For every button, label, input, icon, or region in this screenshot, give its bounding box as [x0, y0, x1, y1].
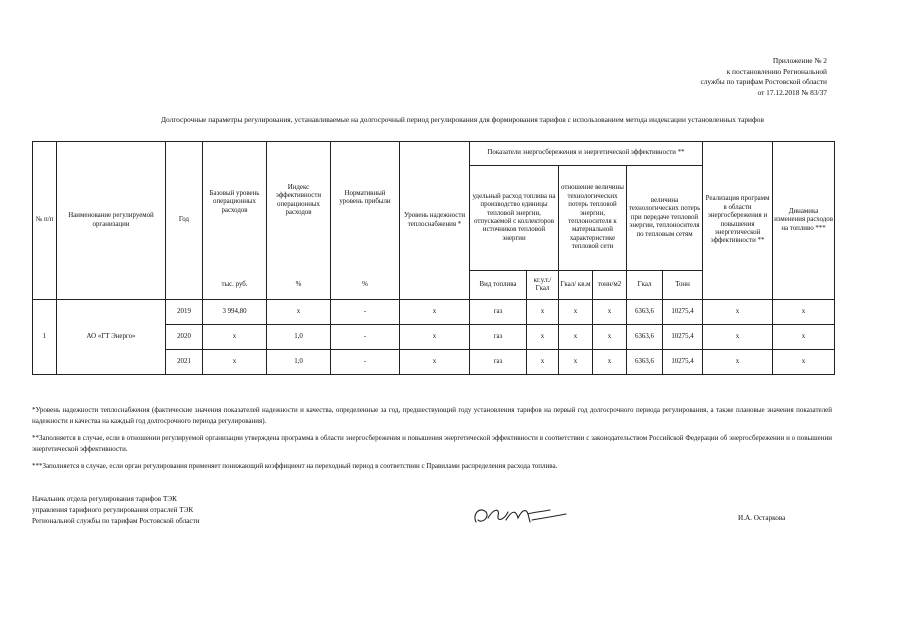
cell-reliability: x — [400, 350, 470, 375]
cell-loss-gcal: x — [559, 325, 593, 350]
cell-fuel: газ — [470, 350, 527, 375]
unit-fuel-type: Вид топлива — [470, 271, 527, 300]
row-number: 1 — [33, 300, 57, 375]
unit-gcal: Гкал — [627, 271, 663, 300]
signer-line-2: управления тарифного регулирования отраслей ТЭК — [32, 506, 194, 514]
unit-fuel-rate: кг.у.т./ Гкал — [527, 271, 559, 300]
signer-line-3: Региональной службы по тарифам Ростовской области — [32, 517, 200, 525]
cell-dynamics: x — [773, 350, 835, 375]
signer-name: И.А. Остаркова — [738, 514, 786, 522]
cell-base: x — [203, 350, 267, 375]
header-efficiency-index: Индекс эффективности операционных расходов — [267, 142, 331, 271]
cell-tons: 10275,4 — [663, 350, 703, 375]
header-base-level: Базовый уровень операционных расходов — [203, 142, 267, 271]
appendix-line-4: от 17.12.2018 № 83/37 — [757, 87, 827, 97]
unit-base-level: тыс. руб. — [203, 271, 267, 300]
cell-dynamics: x — [773, 300, 835, 325]
cell-rate: x — [527, 325, 559, 350]
appendix-line-1: Приложение № 2 — [772, 56, 827, 65]
header-dynamics: Динамика изменения расходов на топливо *** — [773, 142, 835, 300]
table-row — [33, 300, 835, 325]
cell-year: 2021 — [166, 350, 203, 375]
cell-reliability: x — [400, 325, 470, 350]
cell-profit: - — [331, 350, 400, 375]
cell-profit: - — [331, 300, 400, 325]
header-specific-fuel: удельный расход топлива на производство единицы тепловой энергии, отпускаемой с коллекторов источников тепловой энергии — [470, 166, 559, 271]
cell-program: x — [703, 350, 773, 375]
cell-tons: 10275,4 — [663, 325, 703, 350]
cell-base: 3 994,80 — [203, 300, 267, 325]
cell-fuel: газ — [470, 300, 527, 325]
cell-index: x — [267, 300, 331, 325]
header-loss-value: величина технологических потерь при передаче тепловой энергии, теплоносителя по тепловым сетям — [627, 166, 703, 271]
cell-loss-tons: x — [593, 350, 627, 375]
header-program: Реализация программ в области энергосбережения и повышения энергетической эффективности ** — [703, 142, 773, 300]
unit-tons: Тонн — [663, 271, 703, 300]
unit-loss-tons: тонн/м2 — [593, 271, 627, 300]
cell-loss-gcal: x — [559, 300, 593, 325]
cell-index: 1,0 — [267, 325, 331, 350]
cell-loss-tons: x — [593, 300, 627, 325]
cell-fuel: газ — [470, 325, 527, 350]
header-org: Наименование регулируемой организации — [57, 142, 166, 300]
cell-gcal: 6363,6 — [627, 300, 663, 325]
cell-gcal: 6363,6 — [627, 350, 663, 375]
cell-program: x — [703, 300, 773, 325]
cell-loss-gcal: x — [559, 350, 593, 375]
unit-norm-profit: % — [331, 271, 400, 300]
cell-year: 2020 — [166, 325, 203, 350]
unit-loss-gcal: Гкал/ кв.м — [559, 271, 593, 300]
footnotes — [32, 405, 832, 478]
cell-profit: - — [331, 325, 400, 350]
cell-dynamics: x — [773, 325, 835, 350]
appendix-line-3: службы по тарифам Ростовской области — [700, 77, 827, 87]
cell-index: 1,0 — [267, 350, 331, 375]
header-norm-profit: Нормативный уровень прибыли — [331, 142, 400, 271]
header-num: № п/п — [33, 142, 57, 300]
footnote-reliability: *Уровень надежности теплоснабжения (фактические значения показателей надежности и качества, определенные за год, предшествующий году установления тарифов на первый год долгосрочного периода регулирования, а также плановые значения показателей надежности и качества на каждый год долгосрочного периода регулирования). — [32, 406, 832, 425]
document-title: Долгосрочные параметры регулирования, устанавливаемые на долгосрочный период регулирования для формирования тарифов с использованием метода индексации установленных тарифов — [161, 115, 764, 124]
header-year: Год — [166, 142, 203, 300]
cell-tons: 10275,4 — [663, 300, 703, 325]
header-reliability: Уровень надежности теплоснабжения * — [400, 142, 470, 300]
cell-program: x — [703, 325, 773, 350]
header-loss-ratio: отношение величины технологических потерь тепловой энергии, теплоносителя к материальной характеристике тепловой сети — [559, 166, 627, 271]
signer-title — [32, 494, 200, 527]
handwritten-signature-icon — [470, 500, 570, 530]
cell-rate: x — [527, 350, 559, 375]
cell-reliability: x — [400, 300, 470, 325]
cell-base: x — [203, 325, 267, 350]
parameters-table — [32, 141, 835, 375]
appendix-line-2: к постановлению Региональной — [726, 66, 827, 76]
footnote-energy-program: **Заполняется в случае, если в отношении регулируемой организации утверждена программа в области энергосбережения и повышения энергетической эффективности в соответствии с законодательством Российской Федерации об энергосбережении и о повышении энергетической эффективности. — [32, 434, 832, 453]
unit-efficiency-index: % — [267, 271, 331, 300]
organization-name: АО «ГТ Энерго» — [57, 300, 166, 375]
cell-gcal: 6363,6 — [627, 325, 663, 350]
footnote-fuel-dynamics: ***Заполняется в случае, если орган регулирования применяет понижающий коэффициент на переходный период в соответствии с Правилами распределения расхода топлива. — [32, 462, 558, 470]
appendix-header — [700, 56, 827, 98]
header-energy-group: Показатели энергосбережения и энергетической эффективности ** — [470, 142, 703, 166]
cell-loss-tons: x — [593, 325, 627, 350]
cell-rate: x — [527, 300, 559, 325]
cell-year: 2019 — [166, 300, 203, 325]
signer-line-1: Начальник отдела регулирования тарифов ТЭК — [32, 495, 177, 503]
